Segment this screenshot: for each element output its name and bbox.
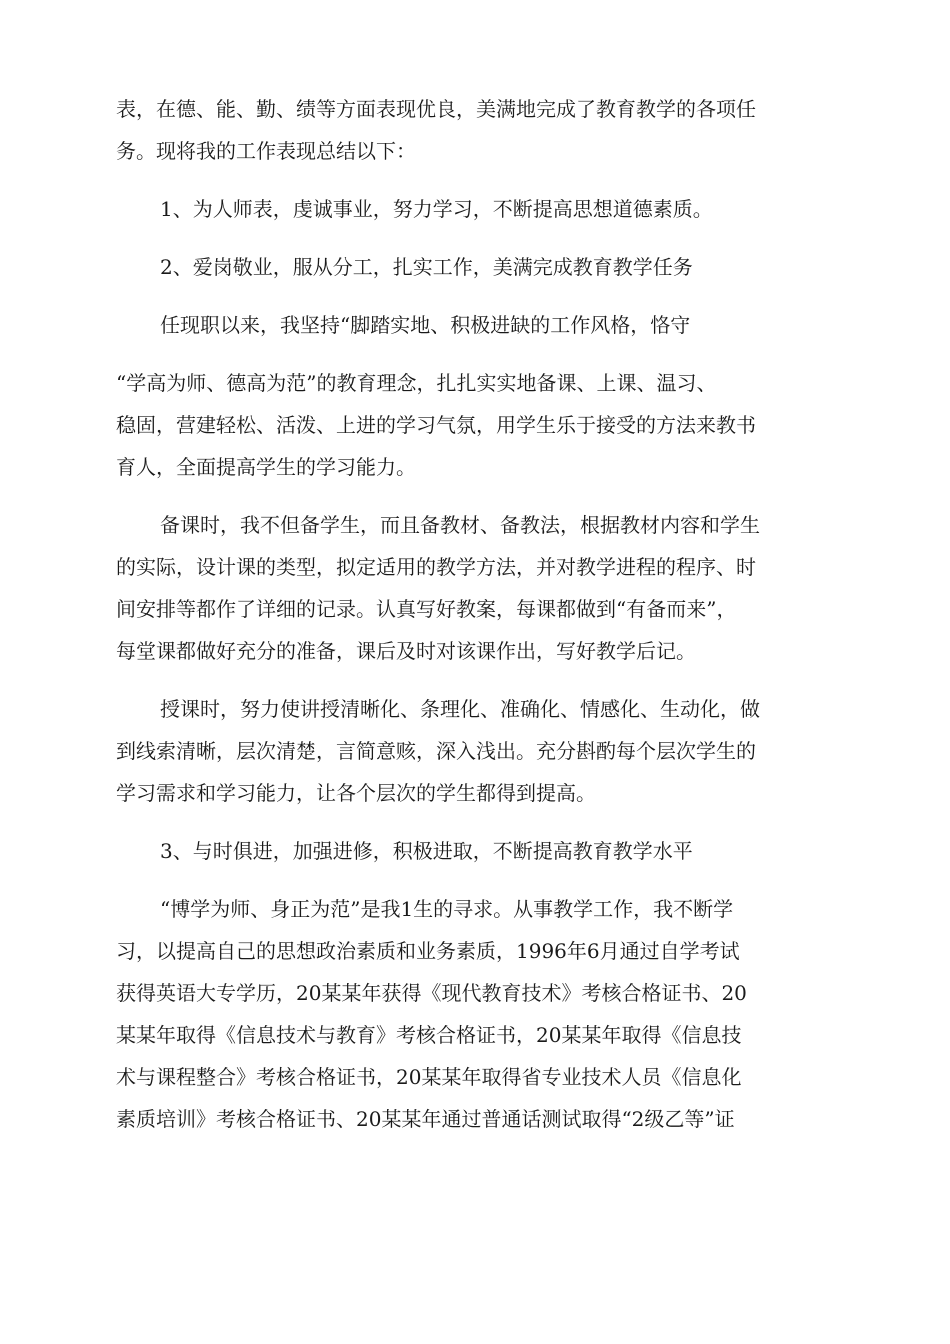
text-line: 稳固，营建轻松、活泼、上进的学习气氛，用学生乐于接受的方法来教书	[116, 413, 756, 437]
text-line: 备课时，我不但备学生，而且备教材、备教法，根据教材内容和学生	[160, 513, 760, 537]
text-line: 学习需求和学习能力，让各个层次的学生都得到提高。	[116, 781, 596, 805]
text-line: 3、与时俱进，加强进修，积极进取，不断提高教育教学水平	[160, 839, 693, 863]
paragraph-5	[116, 362, 841, 488]
text-line: 表，在德、能、勤、绩等方面表现优良，美满地完成了教育教学的各项任	[116, 97, 756, 121]
text-line: 术与课程整合》考核合格证书，20某某年取得省专业技术人员《信息化	[116, 1065, 742, 1089]
document-body	[116, 88, 841, 1140]
paragraph-7	[116, 688, 841, 814]
paragraph-4	[116, 304, 841, 346]
text-line: 授课时，努力使讲授清晰化、条理化、准确化、情感化、生动化，做	[160, 697, 760, 721]
text-line: 某某年取得《信息技术与教育》考核合格证书，20某某年取得《信息技	[116, 1023, 742, 1047]
text-line: 到线索清晰，层次清楚，言简意赅，深入浅出。充分斟酌每个层次学生的	[116, 739, 756, 763]
text-line: “学高为师、德高为范”的教育理念，扎扎实实地备课、上课、温习、	[116, 371, 717, 395]
paragraph-6	[116, 504, 841, 672]
text-line: 1、为人师表，虔诚事业，努力学习，不断提高思想道德素质。	[160, 197, 713, 221]
text-line: 获得英语大专学历，20某某年获得《现代教育技术》考核合格证书、20	[116, 981, 747, 1005]
text-line: “博学为师、身正为范”是我1生的寻求。从事教学工作，我不断学	[160, 897, 734, 921]
paragraph-3	[116, 246, 841, 288]
text-line: 素质培训》考核合格证书、20某某年通过普通话测试取得“2级乙等”证	[116, 1107, 735, 1131]
text-line: 育人，全面提高学生的学习能力。	[116, 455, 416, 479]
text-line: 2、爱岗敬业，服从分工，扎实工作，美满完成教育教学任务	[160, 255, 693, 279]
paragraph-9	[116, 888, 841, 1140]
text-line: 务。现将我的工作表现总结以下：	[116, 139, 416, 163]
text-line: 间安排等都作了详细的记录。认真写好教案，每课都做到“有备而来”，	[116, 597, 737, 621]
paragraph-1	[116, 88, 841, 172]
text-line: 的实际，设计课的类型，拟定适用的教学方法，并对教学进程的程序、时	[116, 555, 756, 579]
text-line: 每堂课都做好充分的准备，课后及时对该课作出，写好教学后记。	[116, 639, 696, 663]
text-line: 任现职以来，我坚持“脚踏实地、积极进缺的工作风格，恪守	[160, 313, 691, 337]
paragraph-2	[116, 188, 841, 230]
text-line: 习，以提高自己的思想政治素质和业务素质，1996年6月通过自学考试	[116, 939, 740, 963]
paragraph-8	[116, 830, 841, 872]
